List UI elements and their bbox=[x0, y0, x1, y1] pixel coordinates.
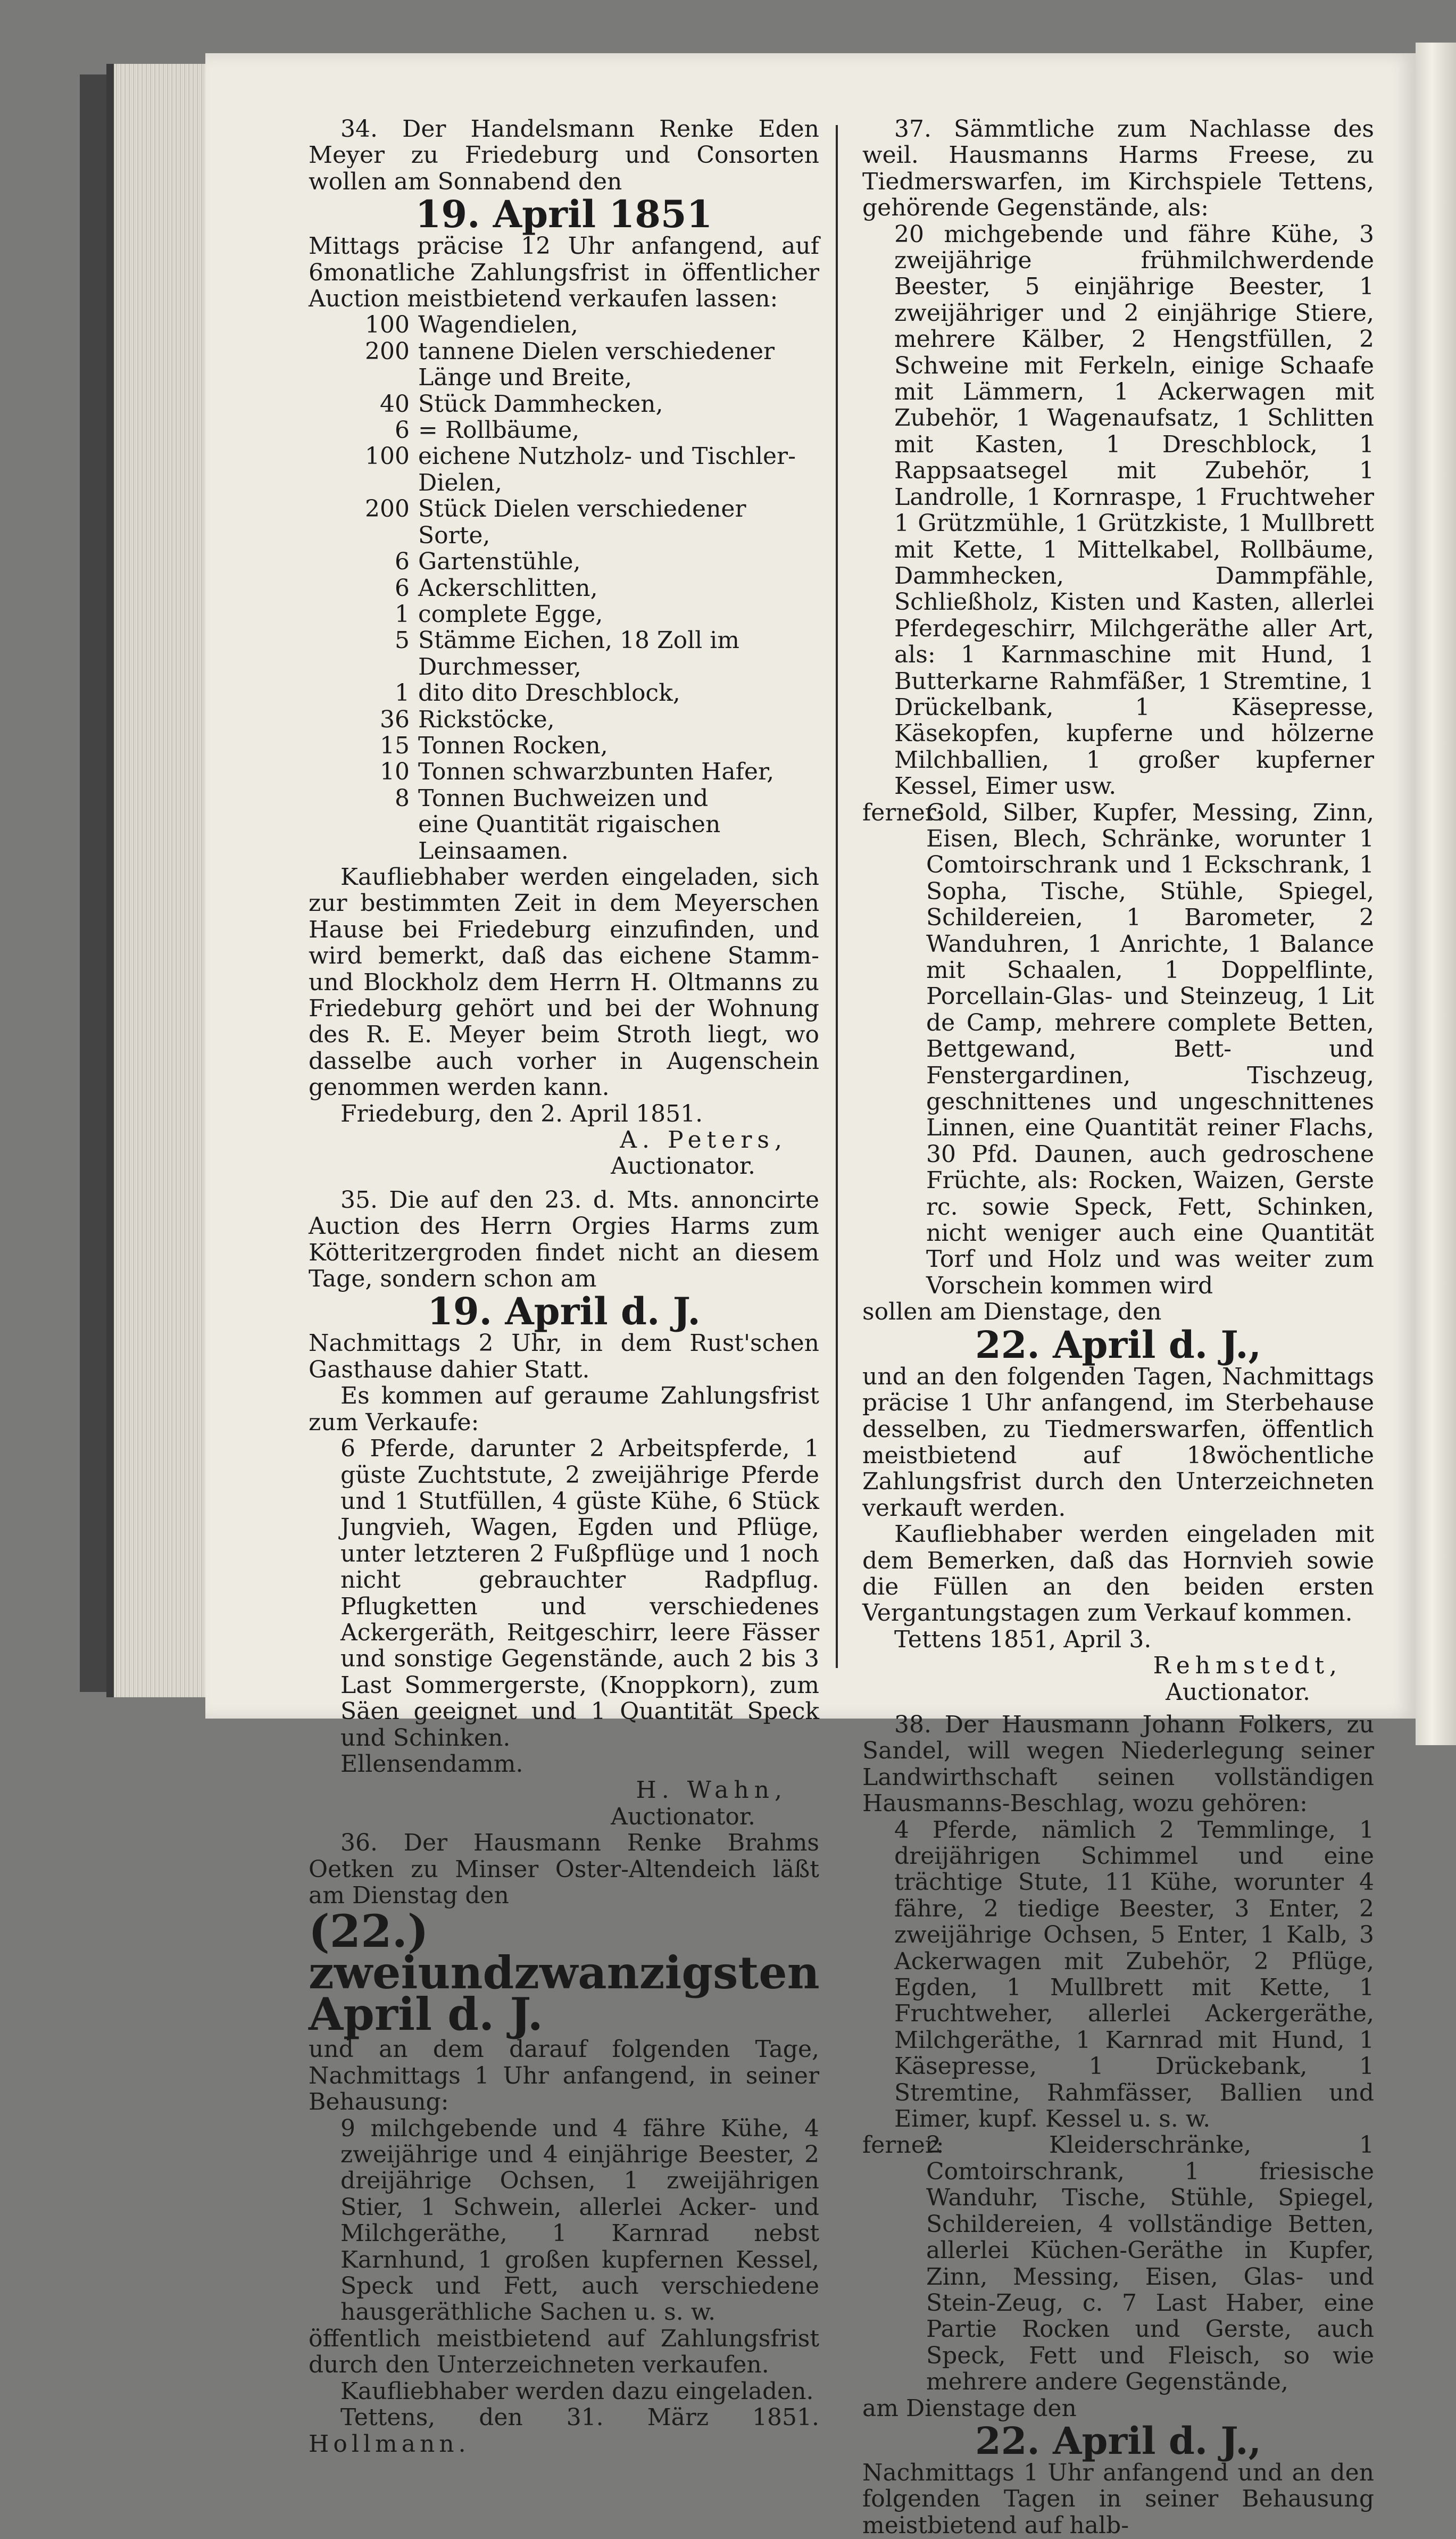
notice-38-date: 22. April d. J., bbox=[975, 2418, 1261, 2463]
notice-34-item-list bbox=[309, 312, 819, 864]
notice-35-place: Ellensendamm. bbox=[340, 1750, 523, 1778]
notice-38-ferner bbox=[862, 2132, 1374, 2395]
notice-35-signature: H. Wahn, bbox=[636, 1777, 787, 1804]
notice-34-signature: A. Peters, bbox=[620, 1126, 787, 1154]
page-stack-edge bbox=[106, 64, 215, 1697]
notice-35-list: 6 Pferde, darunter 2 Arbeitspferde, 1 güste Zuchtstute, 2 zweijährige Pferde und 1 Stutfüllen, 4 güste Kühe, 6 Stück Jungvieh, Wagen, Egden und Pflüge, unter letzteren 2 Fußpflüge und 1 noch nicht gebrauchter Radpflug. Pflugketten und verschiedenes Ackergeräth, Reitgeschirr, leere Fässer und sonstige Gegenstände, auch 2 bis 3 Last Sommergerste, (Knoppkorn), zum Säen geeignet und 1 Quantität Speck und Schinken. bbox=[340, 1435, 819, 1752]
list-item: 10 Tonnen schwarzbunten Hafer, bbox=[380, 758, 775, 786]
list-item: 200 tannene Dielen verschiedener Länge und Breite, bbox=[365, 337, 775, 392]
notice-38-am: am Dienstage den bbox=[862, 2394, 1077, 2422]
list-item: 15 Tonnen Rocken, bbox=[380, 732, 608, 759]
notice-35-intro: 35. Die auf den 23. d. Mts. annoncirte Auction des Herrn Orgies Harms zum Kötteritzergroden findet nicht an diesem Tage, sondern schon am bbox=[309, 1186, 819, 1293]
notice-37-place: Tettens 1851, April 3. bbox=[894, 1625, 1152, 1653]
list-item: 40 Stück Dammhecken, bbox=[380, 390, 663, 418]
right-column bbox=[862, 116, 1374, 2538]
notice-37-role: Auctionator. bbox=[1166, 1678, 1310, 1706]
list-item: 1 dito dito Dreschblock, bbox=[395, 679, 680, 707]
list-item: 200 Stück Dielen verschiedener Sorte, bbox=[365, 495, 746, 549]
notice-34-place-date: Friedeburg, den 2. April 1851. bbox=[340, 1100, 703, 1127]
list-item: 8 Tonnen Buchweizen und bbox=[395, 784, 709, 812]
notice-36-body: und an dem darauf folgenden Tage, Nachmittags 1 Uhr anfangend, in seiner Behausung: bbox=[309, 2036, 819, 2116]
notice-35-body-2: Es kommen auf geraume Zahlungsfrist zum Verkaufe: bbox=[309, 1382, 819, 1436]
notice-37-sollen: sollen am Dienstage, den bbox=[862, 1298, 1162, 1326]
notice-37-note: Kaufliebhaber werden eingeladen mit dem Bemerken, daß das Hornvieh sowie die Füllen an den beiden ersten Vergantungstagen zum Verkauf kommen. bbox=[862, 1521, 1374, 1627]
notice-35-body: Nachmittags 2 Uhr, in dem Rust'schen Gasthause dahier Statt. bbox=[309, 1330, 819, 1383]
notice-38-intro: 38. Der Hausmann Johann Folkers, zu Sandel, will wegen Niederlegung seiner Landwirthschaft seinen vollständigen Hausmanns-Beschlag, wozu gehören: bbox=[862, 1711, 1374, 1818]
notice-36-place-signature bbox=[309, 2404, 819, 2457]
list-item: 5 Stämme Eichen, 18 Zoll im Durchmesser, bbox=[395, 627, 740, 681]
ferner-label: ferner: bbox=[862, 799, 944, 826]
list-item: 100 eichene Nutzholz- und Tischler-Dielen, bbox=[365, 443, 796, 496]
list-item: eine Quantität rigaischen Leinsaamen. bbox=[418, 811, 721, 865]
list-item: 1 complete Egge, bbox=[395, 600, 603, 628]
notice-38-body: Nachmittags 1 Uhr anfangend und an den folgenden Tagen in seiner Behausung meistbietend auf halb- bbox=[862, 2459, 1374, 2539]
notice-34-role: Auctionator. bbox=[611, 1152, 755, 1180]
list-item: 6 Gartenstühle, bbox=[395, 548, 581, 576]
notice-36-signature: Hollmann. bbox=[309, 2430, 470, 2458]
notice-37-date: 22. April d. J., bbox=[975, 1322, 1261, 1367]
column-divider bbox=[836, 125, 838, 1668]
notice-37-list: 20 michgebende und fähre Kühe, 3 zweijährige frühmilchwerdende Beester, 5 einjährige Beester, 1 zweijähriger und 2 einjährige Stiere, mehrere Kälber, 2 Hengstfüllen, 2 Schweine mit Ferkeln, einige Schaafe mit Lämmern, 1 Ackerwagen mit Zubehör, 1 Wagenaufsatz, 1 Schlitten mit Kasten, 1 Dreschblock, 1 Rappsaatsegel mit Zubehör, 1 Landrolle, 1 Kornraspe, 1 Fruchtweher 1 Grützmühle, 1 Grützkiste, 1 Mullbrett mit Kette, 1 Mittelkabel, Rollbäume, Dammhecken, Dammpfähle, Schließholz, Kisten und Kasten, allerlei Pferdegeschirr, Milchgeräthe aller Art, als: 1 Karnmaschine mit Hund, 1 Butterkarne Rahmfäßer, 1 Stremtine, 1 Drückelbank, 1 Käsepresse, Käsekopfen, kupferne und hölzerne Milchballien, 1 großer kupferner Kessel, Eimer usw. bbox=[894, 220, 1374, 800]
notice-36-date: (22.) zweiundzwanzigsten April d. J. bbox=[309, 1905, 820, 2041]
book-page bbox=[205, 53, 1416, 2539]
list-item: 100 Wagendielen, bbox=[365, 311, 578, 339]
list-item: 6 = Rollbäume, bbox=[395, 417, 580, 444]
ferner-list: 2 Kleiderschränke, 1 Comtoirschrank, 1 friesische Wanduhr, Tische, Stühle, Spiegel, Schildereien, 4 vollständige Betten, allerlei Küchen-Geräthe in Kupfer, Zinn, Messing, Eisen, Glas- und Stein-Zeug, c. 7 Last Haber, eine Partie Rocken und Gerste, auch Speck, Fett und Fleisch, so wie mehrere andere Gegenstände, bbox=[926, 2131, 1374, 2396]
notice-34-date: 19. April 1851 bbox=[415, 192, 713, 237]
list-item: 6 Ackerschlitten, bbox=[395, 574, 598, 602]
left-column bbox=[309, 116, 819, 2457]
notice-34-note: Kaufliebhaber werden eingeladen, sich zur bestimmten Zeit in dem Meyerschen Hause bei Friedeburg einzufinden, und wird bemerkt, daß das eichene Stamm- und Blockholz dem Herrn H. Oltmanns zu Friedeburg gehört und bei der Wohnung des R. E. Meyer beim Stroth liegt, wo dasselbe auch vorher in Augenschein genommen werden kann. bbox=[309, 863, 819, 1101]
notice-36-intro: 36. Der Hausmann Renke Brahms Oetken zu Minser Oster-Altendeich läßt am Dienstag den bbox=[309, 1829, 819, 1909]
list-item: 36 Rickstöcke, bbox=[380, 706, 555, 733]
notice-35-role: Auctionator. bbox=[611, 1803, 755, 1830]
notice-36-list: 9 milchgebende und 4 fähre Kühe, 4 zweijährige und 4 einjährige Beester, 2 dreijährige Ochsen, 1 zweijährigen Stier, 1 Schwein, allerlei Acker- und Milchgeräthe, 1 Karnrad nebst Karnhund, 1 großen kupfernen Kessel, Speck und Fett, auch verschiedene hausgeräthliche Sachen u. s. w. bbox=[340, 2114, 819, 2326]
notice-36-body-2: öffentlich meistbietend auf Zahlungsfrist durch den Unterzeichneten verkaufen. bbox=[309, 2325, 819, 2379]
notice-37-ferner bbox=[862, 800, 1374, 1299]
ferner-list: Gold, Silber, Kupfer, Messing, Zinn, Eisen, Blech, Schränke, worunter 1 Comtoirschrank und 1 Eckschrank, 1 Sopha, Tische, Stühle, Spiegel, Schildereien, 1 Barometer, 2 Wanduhren, 1 Anrichte, 1 Balance mit Schaalen, 1 Doppelflinte, Porcellain-Glas- und Steinzeug, 1 Lit de Camp, mehrere complete Betten, Bettgewand, Bett- und Fenstergardinen, Tischzeug, geschnittenes und ungeschnittenes Linnen, eine Quantität reiner Flachs, 30 Pfd. Daunen, auch gedroschene Früchte, als: Rocken, Waizen, Gerste rc. sowie Speck, Fett, Schinken, nicht weniger auch eine Quantität Torf und Holz und was weiter zum Vorschein kommen wird bbox=[926, 799, 1374, 1299]
notice-37-intro: 37. Sämmtliche zum Nachlasse des weil. Hausmanns Harms Freese, zu Tiedmerswarfen, im Kirchspiele Tettens, gehörende Gegenstände, als: bbox=[862, 115, 1374, 222]
notice-37-body: und an den folgenden Tagen, Nachmittags präcise 1 Uhr anfangend, im Sterbehause desselben, zu Tiedmerswarfen, öffentlich meistbietend auf 18wöchentliche Zahlungsfrist durch den Unterzeichneten verkauft werden. bbox=[862, 1363, 1374, 1522]
notice-38-list: 4 Pferde, nämlich 2 Temmlinge, 1 dreijährigen Schimmel und eine trächtige Stute, 11 Kühe, worunter 4 fähre, 2 tiedige Beester, 3 Enter, 2 zweijährige Ochsen, 5 Enter, 1 Kalb, 3 Ackerwagen mit Zubehör, 2 Pflüge, Egden, 1 Mullbrett mit Kette, 1 Fruchtweher, allerlei Ackergeräthe, Milchgeräthe, 1 Karnrad mit Hund, 1 Käsepresse, 1 Drückebank, 1 Stremtine, Rahmfässer, Ballien und Eimer, kupf. Kessel u. s. w. bbox=[894, 1816, 1374, 2133]
notice-36-note: Kaufliebhaber werden dazu eingeladen. bbox=[340, 2377, 814, 2405]
ferner-label: ferner: bbox=[862, 2131, 944, 2159]
notice-34-intro: 34. Der Handelsmann Renke Eden Meyer zu Friedeburg und Consorten wollen am Sonnabend den bbox=[309, 115, 819, 195]
notice-34-body: Mittags präcise 12 Uhr anfangend, auf 6monatliche Zahlungsfrist in öffentlicher Auction meistbietend verkaufen lassen: bbox=[309, 233, 819, 313]
next-page-edge bbox=[1416, 43, 1456, 1745]
notice-37-signature: Rehmstedt, bbox=[1153, 1652, 1342, 1680]
notice-36-place: Tettens, den 31. März 1851. bbox=[340, 2404, 819, 2432]
notice-35-date: 19. April d. J. bbox=[427, 1289, 701, 1334]
